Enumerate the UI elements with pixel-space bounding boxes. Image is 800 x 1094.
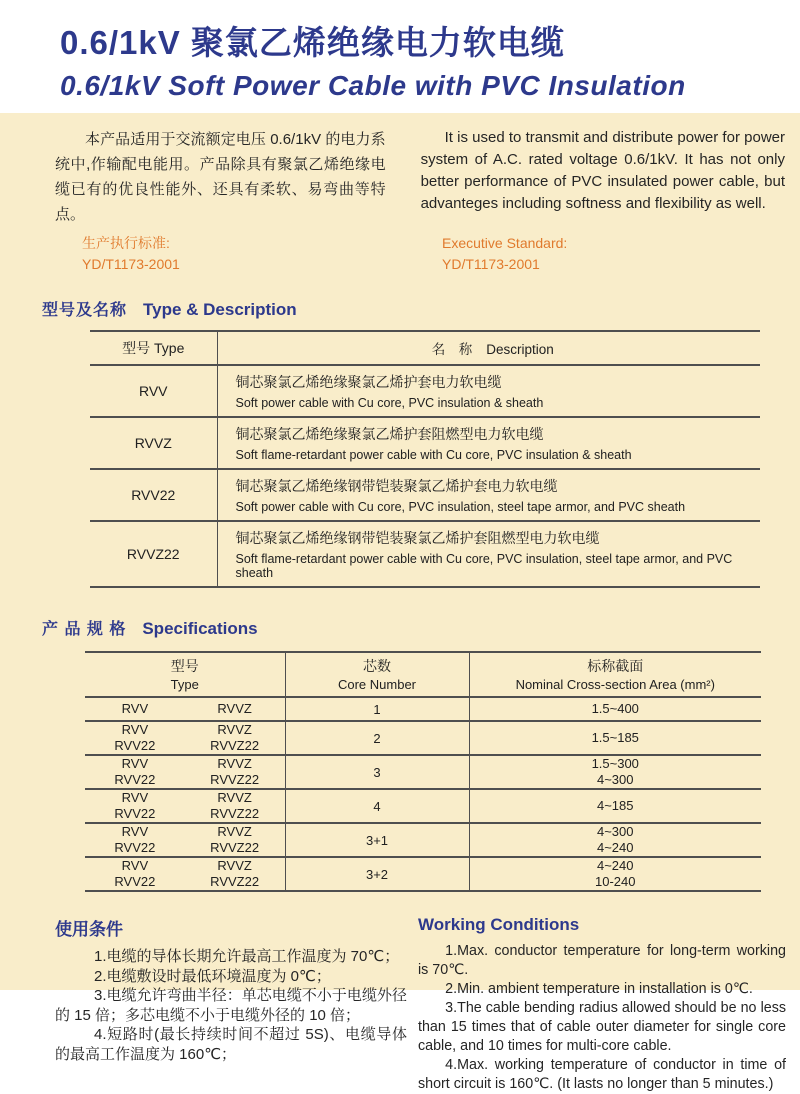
intro-paragraph-cn: 本产品适用于交流额定电压 0.6/1kV 的电力系统中,作输配电能用。产品除具有聚氯乙烯绝缘电缆已有的优良性能外、还具有柔软、易弯曲等特点。 [55,131,386,223]
spec-area-range: 1.5~400 [591,701,639,716]
type-table-row [90,365,760,417]
spec-core-number: 3 [285,755,469,789]
cable-type-code: RVVZ [90,417,217,469]
condition-item-en: 4.Max. working temperature of conductor in time of short circuit is 160℃. (It lasts no longer than 5 minutes.) [418,1057,786,1092]
spec-type-code: RVVZ [217,701,252,716]
conditions-section [0,915,800,1094]
spec-core-number: 3+1 [285,823,469,857]
spec-core-number: 3+2 [285,857,469,891]
spec-core-header: 芯数 Core Number [285,652,469,697]
spec-area-cell [469,857,761,891]
intro-paragraph-en: It is used to transmit and distribute power for power system of A.C. rated voltage 0.6/1kV. It has not only better performance of PVC insulated power cable, but advanteges including softness and flexibility as well. [420,129,785,212]
spec-area-range: 4~240 [596,858,634,873]
type-section-heading [42,297,800,320]
condition-item-cn: 3.电缆允许弯曲半径：单芯电缆不小于电缆外径的 15 倍；多芯电缆不小于电缆外径的 10 倍； [55,987,407,1024]
spec-type-code: RVV [121,790,149,805]
spec-table-row [85,857,761,891]
cable-type-code: RVVZ22 [90,521,217,587]
condition-item-cn: 1.电缆的导体长期允许最高工作温度为 70℃； [94,948,400,965]
spec-area-range: 1.5~300 [591,756,639,771]
page-body [0,113,800,1092]
type-table-row [90,521,760,587]
spec-type-code: RVV22 [114,772,156,787]
intro-column-cn [55,127,386,227]
spec-type-code: RVV22 [114,738,156,753]
spec-area-range: 4~240 [596,840,634,855]
spec-type-code: RVVZ22 [210,874,260,889]
spec-section-heading [42,616,800,639]
cable-description-cell [217,417,760,469]
spec-type-code: RVVZ22 [210,738,260,753]
cable-description-cn: 铜芯聚氯乙烯绝缘聚氯乙烯护套电力软电缆 [235,374,502,390]
spec-type-code: RVVZ [217,790,252,805]
spec-table-row [85,789,761,823]
spec-type-code: RVVZ22 [210,772,260,787]
spec-type-header: 型号 Type [170,657,199,692]
spec-heading-en: Specifications [142,619,258,638]
spec-type-code: RVV [121,701,149,716]
type-description-table [90,330,760,588]
page-title-cn: 0.6/1kV 聚氯乙烯绝缘电力软电缆 [60,24,565,61]
type-table-row [90,469,760,521]
spec-type-code: RVVZ [217,858,252,873]
standard-label-cn: 生产执行标准: [82,235,170,251]
conditions-heading-cn: 使用条件 [55,920,123,939]
cable-description-cell [217,365,760,417]
spec-type-code: RVV22 [114,840,156,855]
standard-value-cn: YD/T1173-2001 [82,256,180,272]
cable-type-code: RVV [90,365,217,417]
standard-block-en [442,233,567,275]
cable-description-cn: 铜芯聚氯乙烯绝缘钢带铠装聚氯乙烯护套阻燃型电力软电缆 [235,530,600,546]
condition-item-en: 1.Max. conductor temperature for long-term working is 70℃. [418,943,786,978]
spec-type-cell [85,697,285,721]
description-header-en: Description [486,342,554,357]
condition-item-en: 2.Min. ambient temperature in installation is 0℃. [445,981,753,997]
spec-area-range: 4~185 [596,798,634,813]
type-table-row [90,417,760,469]
standard-value-en: YD/T1173-2001 [442,256,540,272]
cable-description-en: Soft power cable with Cu core, PVC insulation & sheath [235,396,544,410]
spec-core-number: 4 [285,789,469,823]
conditions-list-en [418,942,786,1094]
spec-table-header-row [85,652,761,697]
conditions-list-cn [55,947,407,1064]
cable-description-cn: 铜芯聚氯乙烯绝缘聚氯乙烯护套阻燃型电力软电缆 [235,426,544,442]
cable-description-en: Soft flame-retardant power cable with Cu core, PVC insulation & sheath [235,448,632,462]
spec-area-range: 4~300 [596,772,634,787]
type-heading-en: Type & Description [143,300,297,319]
cable-description-cn: 铜芯聚氯乙烯绝缘钢带铠装聚氯乙烯护套电力软电缆 [235,478,558,494]
standard-label-en: Executive Standard: [442,235,568,251]
page-title-en: 0.6/1kV Soft Power Cable with PVC Insulation [60,70,686,101]
spec-heading-cn: 产 品 规 格 [42,621,127,638]
spec-type-code: RVV [121,722,149,737]
description-column-header [217,331,760,365]
spec-type-code: RVVZ [217,824,252,839]
cable-description-cell [217,469,760,521]
spec-type-code: RVV [121,756,149,771]
condition-item-cn: 2.电缆敷设时最低环境温度为 0℃； [94,967,331,985]
intro-column-en [421,127,785,227]
spec-type-code: RVVZ22 [210,840,260,855]
spec-table-row [85,697,761,721]
description-header-cn: 名 称 [431,342,473,357]
conditions-column-cn [55,915,407,1094]
condition-item-en: 3.The cable bending radius allowed should be no less than 15 times that of cable outer diameter for single core cable, and 10 times for multi-core cable. [418,1000,786,1054]
type-heading-cn: 型号及名称 [42,302,128,319]
spec-area-header: 标称截面 Nominal Cross-section Area (mm²) [515,657,715,692]
spec-type-cell [85,857,285,891]
spec-area-range: 10-240 [595,874,636,889]
spec-type-code: RVVZ22 [210,806,260,821]
spec-table-row [85,823,761,857]
standard-block-cn [82,233,422,275]
page-header [0,0,800,113]
spec-area-cell [469,823,761,857]
spec-type-cell [85,721,285,755]
spec-core-number: 2 [285,721,469,755]
condition-item-cn: 4.短路时(最长持续时间不超过 5S)、电缆导体的最高工作温度为 160℃； [55,1026,407,1063]
spec-type-cell [85,755,285,789]
type-table-header-row [90,331,760,365]
spec-type-code: RVV [121,858,149,873]
spec-area-cell [469,697,761,721]
spec-area-cell [469,721,761,755]
spec-type-cell [85,823,285,857]
spec-type-code: RVVZ [217,756,252,771]
cable-description-cell [217,521,760,587]
spec-area-range: 1.5~185 [591,730,639,745]
conditions-column-en [418,915,786,1094]
spec-type-code: RVVZ [217,722,252,737]
cable-description-en: Soft power cable with Cu core, PVC insulation, steel tape armor, and PVC sheath [235,500,686,514]
intro-section [0,113,800,227]
cable-type-code: RVV22 [90,469,217,521]
spec-area-range: 4~300 [596,824,634,839]
cable-description-en: Soft flame-retardant power cable with Cu core, PVC insulation, steel tape armor, and PVC sheath [235,552,733,580]
type-column-header: 型号 Type [90,331,217,365]
standards-section [0,233,800,275]
spec-area-cell [469,789,761,823]
spec-table-row [85,721,761,755]
spec-type-code: RVV22 [114,806,156,821]
spec-core-number: 1 [285,697,469,721]
spec-type-code: RVV22 [114,874,156,889]
spec-table-row [85,755,761,789]
spec-type-cell [85,789,285,823]
specifications-table [85,651,761,892]
spec-area-cell [469,755,761,789]
spec-type-code: RVV [121,824,149,839]
conditions-heading-en: Working Conditions [418,915,580,934]
